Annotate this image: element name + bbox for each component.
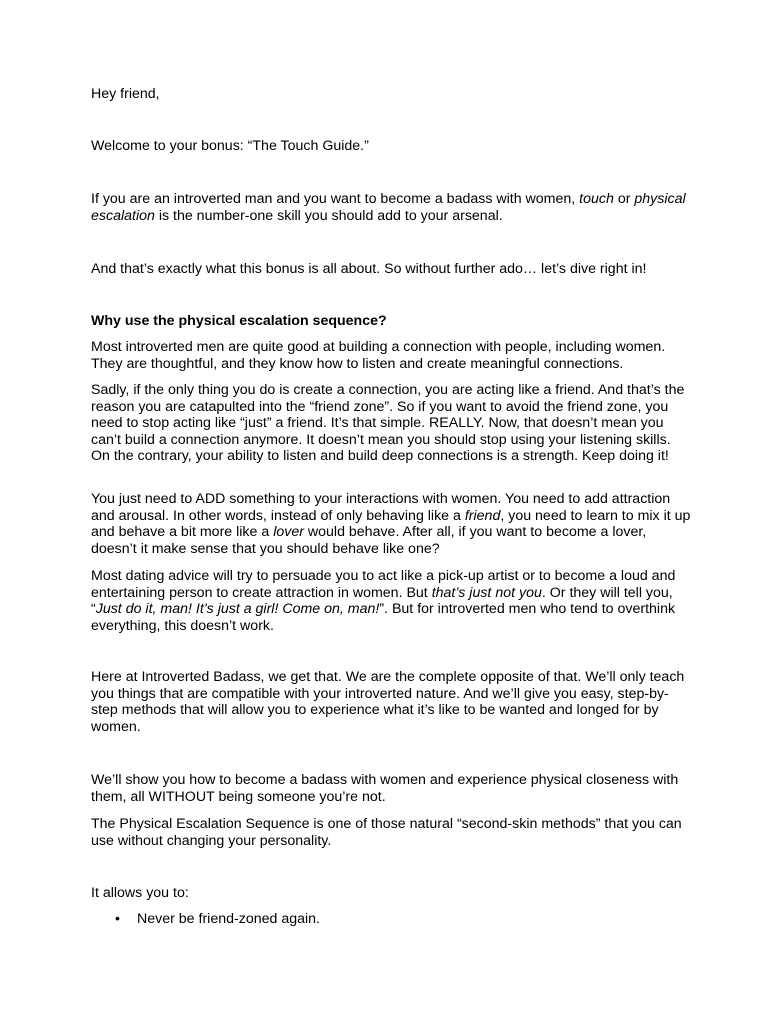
- bullet-icon: •: [115, 911, 120, 927]
- paragraph-3: [91, 491, 691, 557]
- section-heading: Why use the physical escalation sequence?: [91, 313, 387, 329]
- intro-text-1: If you are an introverted man and you want to become a badass with women,: [91, 191, 580, 207]
- paragraph-7: The Physical Escalation Sequence is one of those natural “second-skin methods” that you can use without changing your personality.: [91, 816, 682, 849]
- paragraph-5: Here at Introverted Badass, we get that. We are the complete opposite of that. We’ll only teach you things that are compatible with your introverted nature. And we’ll give you easy, step-by-step methods that will allow you to experience what it’s like to be wanted and longed for by women.: [91, 669, 685, 735]
- paragraph-1: Most introverted men are quite good at building a connection with people, including women. They are thoughtful, and they know how to listen and create meaningful connections.: [91, 339, 666, 372]
- list-item: [91, 911, 691, 928]
- paragraph-3-text-2: , you need to learn to mix it up and behave a bit more like a: [91, 507, 691, 541]
- paragraph-3-text-3: would behave. After all, if you want to become a lover, doesn’t it make sense that you should behave like one?: [91, 524, 647, 557]
- paragraph-4-text-3: ”. But for introverted men who tend to overthink everything, this doesn’t work.: [91, 601, 676, 634]
- intro-physical-escalation: physical escalation: [91, 191, 686, 224]
- paragraph-2: Sadly, if the only thing you do is create a connection, you are acting like a friend. And that’s the reason you are catapulted into the “friend zone”. So if you want to avoid the friend zone, you need to stop acting like “just” a friend. It’s that simple. REALLY. Now, that doesn’t mean you can’t build a connection anymore. It doesn’t mean you should stop using your listening skills. On the contrary, your ability to listen and build deep connections is a strength. Keep doing it!: [91, 382, 685, 465]
- paragraph-4-text-1: Most dating advice will try to persuade you to act like a pick-up artist or to become a loud and entertaining person to create attraction in women. But: [91, 568, 676, 601]
- dive-in-line: And that’s exactly what this bonus is all about. So without further ado… let’s dive right in!: [91, 261, 647, 277]
- intro-text-2: or: [613, 191, 635, 207]
- list-item-text: Never be friend-zoned again.: [137, 911, 320, 927]
- benefits-list: [91, 911, 691, 928]
- paragraph-4-quote: Just do it, man! It’s just a girl! Come on, man!: [95, 601, 380, 618]
- paragraph-3-text-1: You just need to ADD something to your interactions with women. You need to add attraction and arousal. In other words, instead of only behaving like a: [91, 491, 671, 524]
- intro-text-3: is the number-one skill you should add to your arsenal.: [154, 207, 503, 224]
- allows-intro: It allows you to:: [91, 885, 189, 901]
- paragraph-4: [91, 568, 691, 634]
- paragraph-4-not-you: that’s just not you: [431, 584, 542, 601]
- paragraph-3-friend: friend: [464, 507, 501, 524]
- intro-paragraph: [91, 191, 691, 224]
- greeting: Hey friend,: [91, 86, 160, 102]
- paragraph-3-lover: lover: [273, 524, 304, 541]
- intro-touch: touch: [579, 191, 614, 207]
- paragraph-6: We’ll show you how to become a badass with women and experience physical closeness with them, all WITHOUT being someone you’re not.: [91, 772, 679, 805]
- welcome-line: Welcome to your bonus: “The Touch Guide.”: [91, 138, 369, 154]
- paragraph-4-text-2: . Or they will tell you, “: [91, 584, 673, 618]
